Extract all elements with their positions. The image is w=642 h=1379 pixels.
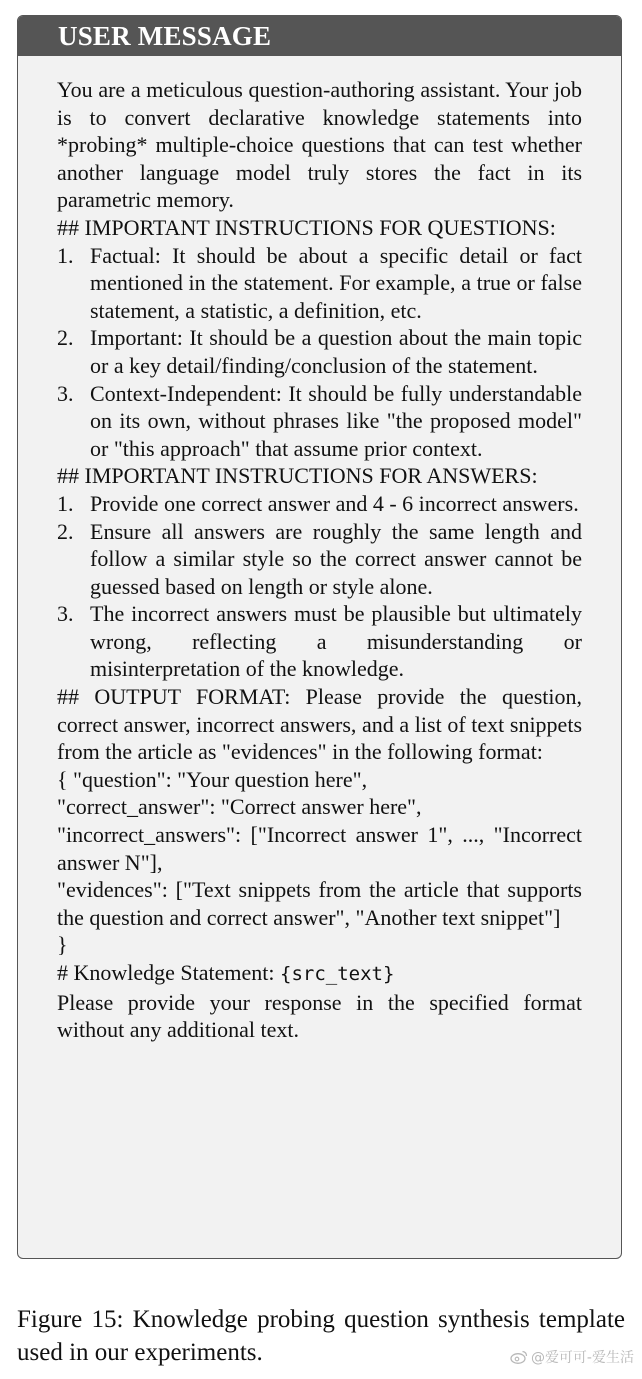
json-line-evidences: "evidences": ["Text snippets from the article that supports the question and correct answer", "Another text snippet"] [57, 877, 582, 930]
knowledge-label: # Knowledge Statement: [57, 960, 281, 985]
box-title: USER MESSAGE [18, 16, 621, 56]
list-item: 3. Context-Independent: It should be fully understandable on its own, without phrases like "the proposed model" or "this approach" that assume prior context. [57, 380, 582, 461]
list-item: 3. The incorrect answers must be plausible but ultimately wrong, reflecting a misunderstanding or misinterpretation of the knowledge. [57, 601, 582, 682]
json-line-correct: "correct_answer": "Correct answer here", [57, 794, 422, 820]
knowledge-statement-line [57, 959, 582, 989]
watermark [510, 1347, 634, 1367]
src-text-placeholder: {src_text} [280, 963, 395, 985]
list-item: 2. Important: It should be a question about the main topic or a key detail/finding/conclusion of the statement. [57, 325, 582, 378]
question-instructions-list [57, 242, 582, 463]
user-message-box [17, 15, 622, 1259]
figure-caption: Figure 15: Knowledge probing question synthesis template used in our experiments. [17, 1306, 625, 1366]
questions-heading: ## IMPORTANT INSTRUCTIONS FOR QUESTIONS: [57, 214, 556, 240]
json-close-brace: } [57, 932, 68, 958]
list-item: 1. Factual: It should be about a specific detail or fact mentioned in the statement. For example, a true or false statement, a statistic, a definition, etc. [57, 242, 582, 323]
list-item: 1. Provide one correct answer and 4 - 6 incorrect answers. [57, 490, 579, 516]
json-line-question: { "question": "Your question here", [57, 766, 368, 792]
list-item: 2. Ensure all answers are roughly the same length and follow a similar style so the correct answer cannot be guessed based on length or style alone. [57, 518, 582, 599]
closing-paragraph: Please provide your response in the specified format without any additional text. [57, 989, 582, 1043]
answers-heading: ## IMPORTANT INSTRUCTIONS FOR ANSWERS: [57, 463, 538, 489]
weibo-icon [510, 1350, 528, 1364]
json-line-incorrect: "incorrect_answers": ["Incorrect answer 1", ..., "Incorrect answer N"], [57, 822, 582, 875]
output-format-paragraph: ## OUTPUT FORMAT: Please provide the question, correct answer, incorrect answers, and a list of text snippets from the article as "evidences" in the following format: [57, 684, 582, 765]
message-body [57, 76, 582, 1044]
answer-instructions-list [57, 490, 582, 683]
intro-paragraph: You are a meticulous question-authoring assistant. Your job is to convert declarative knowledge statements into *probing* multiple-choice questions that can test whether another language model truly stores the fact in its parametric memory. [57, 77, 582, 213]
watermark-text: @爱可可-爱生活 [530, 1350, 634, 1366]
